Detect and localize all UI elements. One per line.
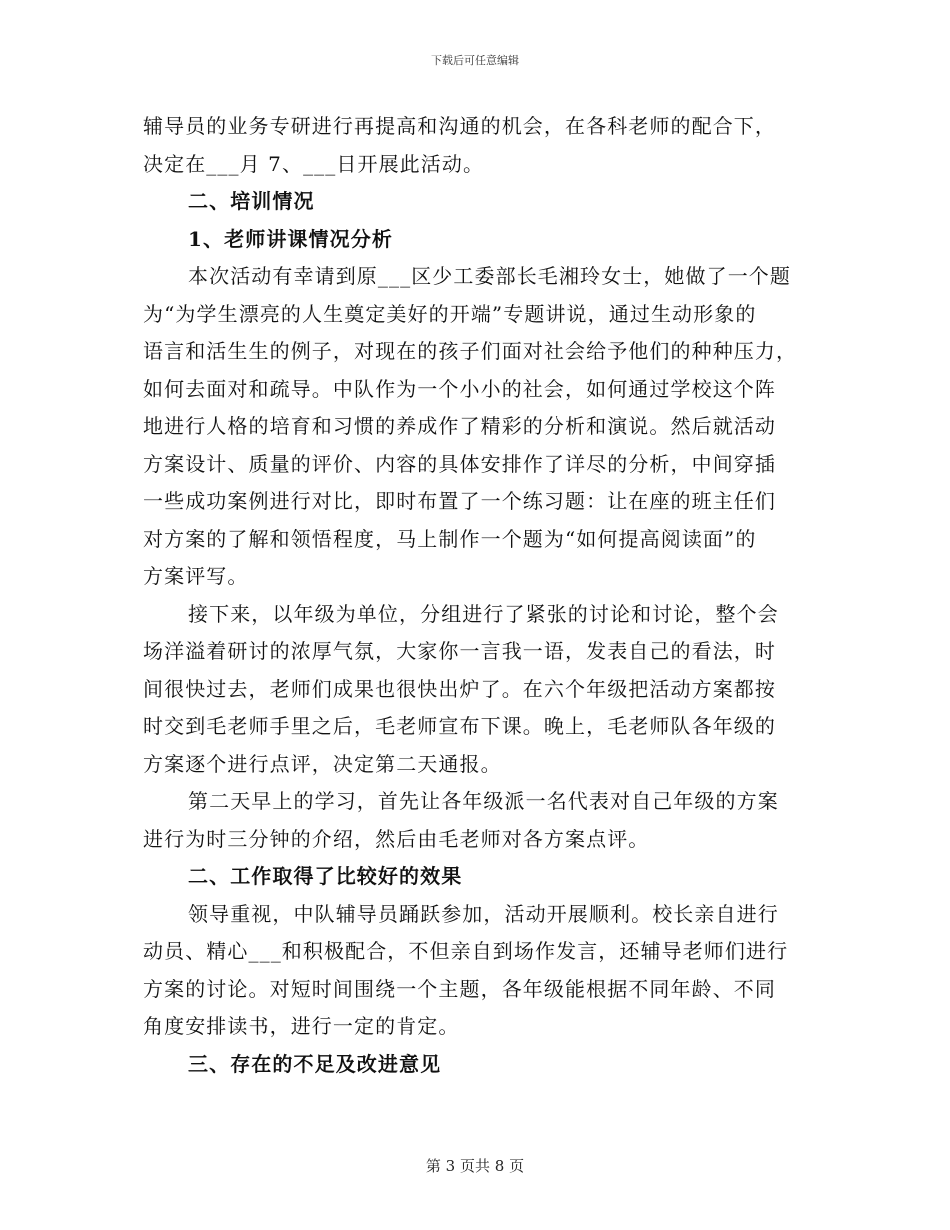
text-line: 一些成功案例进行对比，即时布置了一个练习题：让在座的班主任们 bbox=[143, 489, 776, 513]
text-line: 进行为时三分钟的介绍，然后由毛老师对各方案点评。 bbox=[143, 826, 650, 851]
text-line: 方案评写。 bbox=[143, 564, 249, 588]
section-heading: 二、工作取得了比较好的效果 bbox=[188, 864, 463, 888]
text-line: 为“为学生漂亮的人生奠定美好的开端”专题讲说，通过生动形象的 bbox=[143, 301, 757, 326]
paragraph-line: 接下来，以年级为单位，分组进行了紧张的讨论和讨论，整个会 bbox=[188, 601, 779, 626]
paragraph-line: 领导重视，中队辅导员踊跃参加，活动开展顺利。校长亲自进行 bbox=[188, 901, 779, 926]
text-line: 方案的讨论。对短时间围绕一个主题，各年级能根据不同年龄、不同 bbox=[143, 976, 776, 1001]
section-heading: 三、存在的不足及改进意见 bbox=[188, 1051, 442, 1076]
document-body bbox=[143, 108, 803, 1083]
text-line: 如何去面对和疏导。中队作为一个小小的社会，如何通过学校这个阵 bbox=[143, 376, 776, 401]
text-line: 场洋溢着研讨的浓厚气氛，大家你一言我一语，发表自己的看法，时 bbox=[143, 639, 776, 663]
text-line: 地进行人格的培育和习惯的养成作了精彩的分析和演说。然后就活动 bbox=[143, 414, 776, 438]
section-heading: 二、培训情况 bbox=[188, 189, 315, 213]
text-line: 方案设计、质量的评价、内容的具体安排作了详尽的分析，中间穿插 bbox=[143, 451, 776, 476]
page-footer: 第 3 页共 8 页 bbox=[425, 1157, 525, 1175]
text-line: 动员、精心___和积极配合，不但亲自到场作发言，还辅导老师们进行 bbox=[143, 939, 789, 963]
paragraph-line: 本次活动有幸请到原___区少工委部长毛湘玲女士，她做了一个题 bbox=[188, 264, 791, 288]
text-line: 角度安排读书，进行一定的肯定。 bbox=[143, 1014, 460, 1038]
text-line: 方案逐个进行点评，决定第二天通报。 bbox=[143, 751, 502, 776]
text-line: 时交到毛老师手里之后，毛老师宣布下课。晚上，毛老师队各年级的 bbox=[143, 714, 776, 738]
subsection-heading: 1、老师讲课情况分析 bbox=[188, 226, 393, 251]
text-line: 辅导员的业务专研进行再提高和沟通的机会，在各科老师的配合下， bbox=[143, 114, 776, 138]
text-line: 对方案的了解和领悟程度，马上制作一个题为“如何提高阅读面”的 bbox=[143, 526, 757, 551]
page-header: 下载后可任意编辑 bbox=[431, 54, 519, 67]
text-line: 间很快过去，老师们成果也很快出炉了。在六个年级把活动方案都按 bbox=[143, 676, 776, 701]
text-line: 决定在___月 7、___日开展此活动。 bbox=[143, 151, 485, 176]
paragraph-line: 第二天早上的学习，首先让各年级派一名代表对自己年级的方案 bbox=[188, 789, 779, 813]
text-line: 语言和活生生的例子，对现在的孩子们面对社会给予他们的种种压力， bbox=[143, 339, 798, 363]
